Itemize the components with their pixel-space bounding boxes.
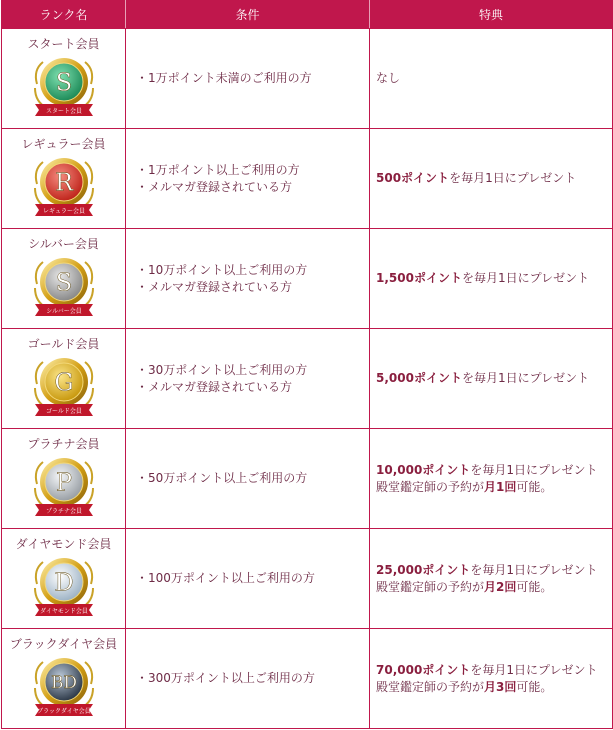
svg-text:G: G xyxy=(53,368,74,397)
rank-name: ダイヤモンド会員 xyxy=(15,537,112,551)
benefit-cell xyxy=(370,529,613,629)
benefit-points: 500ポイント xyxy=(376,171,450,185)
rank-name: レギュラー会員 xyxy=(21,137,106,151)
benefit-line-points xyxy=(376,170,612,187)
rank-row xyxy=(2,429,613,529)
rank-medal-icon xyxy=(2,154,125,222)
svg-text:レギュラー会員: レギュラー会員 xyxy=(42,208,85,215)
benefit-line-reservation xyxy=(376,679,612,696)
rank-cell xyxy=(2,529,126,629)
reservation-prefix: 殿堂鑑定師の予約が xyxy=(376,479,485,494)
condition-cell xyxy=(126,129,370,229)
benefit-points-suffix: を毎月1日にプレゼント xyxy=(470,562,598,577)
reservation-suffix: 可能。 xyxy=(516,579,553,594)
rank-name: ブラックダイヤ会員 xyxy=(9,637,118,651)
header-rank: ランク名 xyxy=(2,1,126,29)
svg-text:ダイヤモンド会員: ダイヤモンド会員 xyxy=(39,608,88,615)
rank-cell xyxy=(2,629,126,729)
rank-name: スタート会員 xyxy=(27,37,100,51)
svg-text:S: S xyxy=(55,268,72,297)
rank-row xyxy=(2,629,613,729)
reservation-suffix: 可能。 xyxy=(516,479,553,494)
svg-text:ゴールド会員: ゴールド会員 xyxy=(45,408,82,415)
benefit-cell xyxy=(370,629,613,729)
condition-item: ・50万ポイント以上ご利用の方 xyxy=(136,471,308,485)
condition-cell xyxy=(126,629,370,729)
rank-row xyxy=(2,529,613,629)
benefit-line-points xyxy=(376,562,612,579)
condition-item: ・メルマガ登録されている方 xyxy=(136,279,293,294)
benefit-cell xyxy=(370,429,613,529)
svg-text:プラチナ会員: プラチナ会員 xyxy=(45,508,82,515)
svg-text:D: D xyxy=(53,568,74,597)
benefit-line-reservation xyxy=(376,579,612,596)
rank-medal-icon xyxy=(2,354,125,422)
reservation-count: 月2回 xyxy=(484,579,517,594)
benefit-points: 10,000ポイント xyxy=(376,462,471,477)
benefit-cell xyxy=(370,129,613,229)
benefit-line-points xyxy=(376,462,612,479)
svg-text:ブラックダイヤ会員: ブラックダイヤ会員 xyxy=(36,708,91,715)
svg-text:S: S xyxy=(55,68,72,97)
condition-item: ・100万ポイント以上ご利用の方 xyxy=(136,571,315,585)
benefit-points: 25,000ポイント xyxy=(376,562,471,577)
condition-cell xyxy=(126,329,370,429)
rank-cell xyxy=(2,429,126,529)
benefit-line-points xyxy=(376,370,612,387)
header-row xyxy=(2,1,613,29)
condition-item: ・メルマガ登録されている方 xyxy=(136,379,293,394)
rank-row xyxy=(2,329,613,429)
condition-item: ・10万ポイント以上ご利用の方 xyxy=(136,262,308,277)
benefit-line-reservation xyxy=(376,479,612,496)
benefit-cell xyxy=(370,329,613,429)
benefit-points-suffix: を毎月1日にプレゼント xyxy=(470,662,598,677)
condition-item: ・メルマガ登録されている方 xyxy=(136,179,293,194)
rank-medal-icon xyxy=(2,254,125,322)
header-benefit: 特典 xyxy=(370,1,613,29)
reservation-count: 月1回 xyxy=(484,479,517,494)
condition-cell xyxy=(126,529,370,629)
benefit-cell xyxy=(370,229,613,329)
condition-item: ・1万ポイント未満のご利用の方 xyxy=(136,71,312,85)
benefit-points-suffix: を毎月1日にプレゼント xyxy=(449,171,577,185)
benefit-text: なし xyxy=(376,71,401,85)
condition-item: ・300万ポイント以上ご利用の方 xyxy=(136,671,315,685)
rank-medal-icon xyxy=(2,554,125,622)
rank-cell xyxy=(2,329,126,429)
condition-cell xyxy=(126,429,370,529)
rank-name: プラチナ会員 xyxy=(27,437,100,451)
svg-text:スタート会員: スタート会員 xyxy=(45,108,82,115)
rank-cell xyxy=(2,129,126,229)
benefit-points-suffix: を毎月1日にプレゼント xyxy=(470,462,598,477)
reservation-prefix: 殿堂鑑定師の予約が xyxy=(376,579,485,594)
condition-item: ・1万ポイント以上ご利用の方 xyxy=(136,162,300,177)
svg-text:P: P xyxy=(55,468,72,497)
benefit-points-suffix: を毎月1日にプレゼント xyxy=(461,271,590,285)
svg-text:R: R xyxy=(54,168,73,197)
benefit-cell xyxy=(370,29,613,129)
membership-rank-table xyxy=(1,0,613,729)
condition-item: ・30万ポイント以上ご利用の方 xyxy=(136,362,308,377)
rank-row xyxy=(2,229,613,329)
rank-row xyxy=(2,29,613,129)
rank-medal-icon xyxy=(2,454,125,522)
rank-row xyxy=(2,129,613,229)
benefit-points: 70,000ポイント xyxy=(376,662,471,677)
benefit-points: 5,000ポイント xyxy=(376,371,462,385)
condition-cell xyxy=(126,229,370,329)
reservation-count: 月3回 xyxy=(484,679,517,694)
reservation-suffix: 可能。 xyxy=(516,679,553,694)
svg-text:BD: BD xyxy=(50,673,77,694)
benefit-line-points xyxy=(376,662,612,679)
rank-cell xyxy=(2,229,126,329)
benefit-points: 1,500ポイント xyxy=(376,271,462,285)
benefit-points-suffix: を毎月1日にプレゼント xyxy=(461,371,590,385)
rank-medal-icon xyxy=(2,654,125,722)
rank-cell xyxy=(2,29,126,129)
rank-medal-icon xyxy=(2,54,125,122)
svg-text:シルバー会員: シルバー会員 xyxy=(45,308,82,315)
reservation-prefix: 殿堂鑑定師の予約が xyxy=(376,679,485,694)
condition-cell xyxy=(126,29,370,129)
rank-name: シルバー会員 xyxy=(28,237,99,251)
header-condition: 条件 xyxy=(126,1,370,29)
rank-name: ゴールド会員 xyxy=(27,337,100,351)
benefit-line-points xyxy=(376,270,612,287)
